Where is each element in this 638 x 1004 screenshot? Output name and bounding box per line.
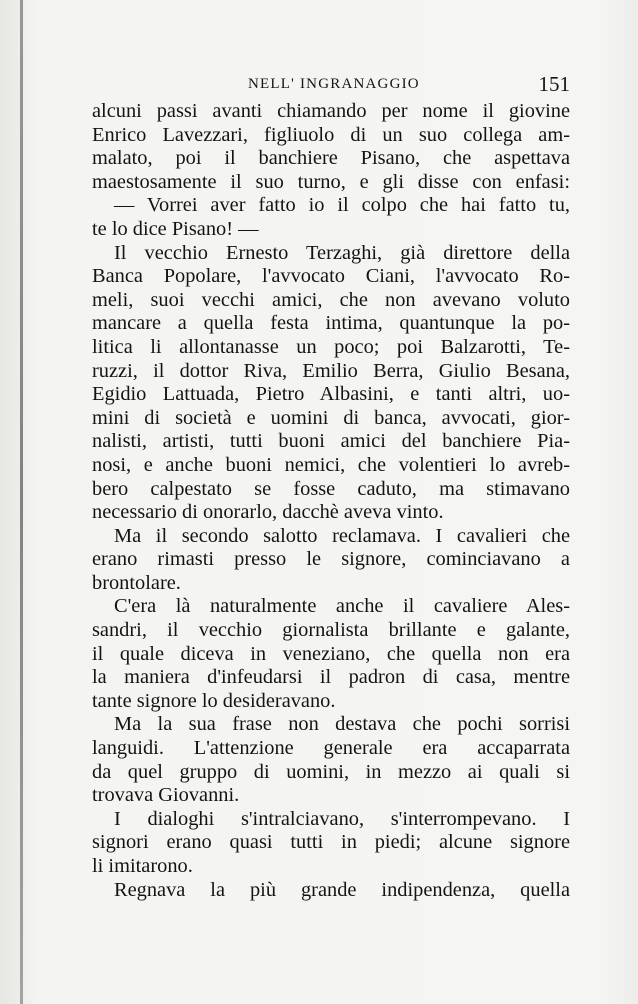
text-line: alcuni passi avanti chiamando per nome il giovine (92, 100, 570, 122)
page-number: 151 (538, 72, 570, 96)
text-line: il quale diceva in veneziano, che quella non era (92, 642, 570, 665)
text-line: sandri, il vecchio giornalista brillante e galante, (92, 619, 570, 642)
text-line: — Vorrei aver fatto io il colpo che hai fatto tu, (114, 194, 570, 217)
text-line: necessario di onorarlo, dacchè aveva vinto. (92, 501, 444, 524)
text-line: Enrico Lavezzari, figliuolo di un suo collega am- (92, 123, 570, 146)
text-line: maestosamente il suo turno, e gli disse con enfasi: (92, 170, 570, 193)
text-line: languidi. L'attenzione generale era accaparrata (92, 737, 570, 760)
text-line: mini di società e uomini di banca, avvocati, gior- (92, 406, 570, 429)
text-line: brontolare. (92, 571, 181, 594)
text-line: la maniera d'infeudarsi il padron di casa, mentre (92, 666, 570, 689)
text-line: nosi, e anche buoni nemici, che volentieri lo avreb- (92, 453, 570, 476)
text-line: mancare a quella festa intima, quantunque la po- (92, 312, 570, 335)
text-line: te lo dice Pisano! — (92, 217, 259, 240)
text-line: Il vecchio Ernesto Terzaghi, già direttore della (114, 241, 570, 264)
text-line: signori erano quasi tutti in piedi; alcune signore (92, 831, 570, 854)
text-line: erano rimasti presso le signore, cominciavano a (92, 548, 570, 571)
text-line: Ma il secondo salotto reclamava. I cavalieri che (114, 524, 570, 547)
text-line: da quel gruppo di uomini, in mezzo ai quali si (92, 760, 570, 783)
text-line: Regnava la più grande indipendenza, quella (114, 878, 570, 901)
text-line: I dialoghi s'intralciavano, s'interrompevano. I (114, 807, 570, 830)
text-line: malato, poi il banchiere Pisano, che aspettava (92, 147, 570, 170)
text-line: ruzzi, il dottor Riva, Emilio Berra, Giulio Besana, (92, 359, 570, 382)
text-line: meli, suoi vecchi amici, che non avevano voluto (92, 288, 570, 311)
text-line: nalisti, artisti, tutti buoni amici del banchiere Pia- (92, 430, 570, 453)
body-text (92, 100, 570, 902)
text-line: litica li allontanasse un poco; poi Balzarotti, Te- (92, 335, 570, 358)
text-line: trovava Giovanni. (92, 784, 240, 807)
page-header (118, 72, 574, 100)
text-line: C'era là naturalmente anche il cavaliere Ales- (114, 595, 570, 618)
text-line: Ma la sua frase non destava che pochi sorrisi (114, 713, 570, 736)
text-line: Banca Popolare, l'avvocato Ciani, l'avvocato Ro- (92, 265, 570, 288)
text-line: tante signore lo desideravano. (92, 689, 336, 712)
text-line: Egidio Lattuada, Pietro Albasini, e tanti altri, uo- (92, 383, 570, 406)
running-title: NELL' INGRANAGGIO (248, 76, 420, 92)
page-spine-shadow (20, 0, 23, 1004)
text-line: bero calpestato se fosse caduto, ma stimavano (92, 477, 570, 500)
text-line: li imitarono. (92, 855, 193, 877)
